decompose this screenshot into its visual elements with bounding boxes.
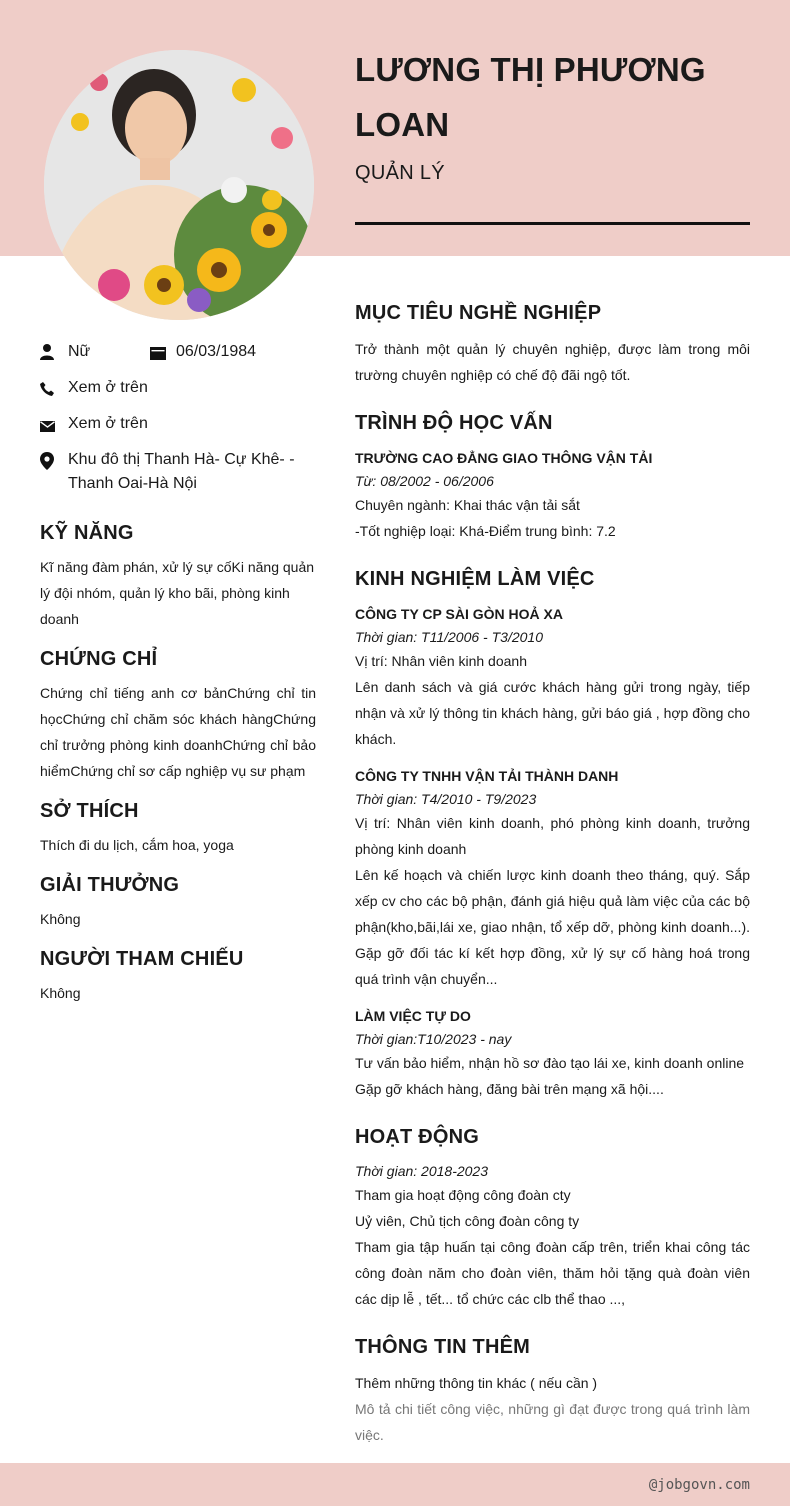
person-icon xyxy=(40,340,68,368)
email-row xyxy=(40,412,316,440)
dob-value: 06/03/1984 xyxy=(176,343,257,360)
calendar-icon xyxy=(150,340,176,368)
gender-dob-row xyxy=(40,340,316,368)
activities-line: Tham gia tập huấn tại công đoàn cấp trên, triển khai công tác công đoàn năm cho đoàn viên, thăm hỏi tặng quà đoàn viên các dịp lễ , tết... tổ chức các clb thể thao ..., xyxy=(355,1239,750,1307)
job-position: Vị trí: Nhân viên kinh doanh, phó phòng kinh doanh, trưởng phòng kinh doanh xyxy=(355,815,750,857)
objective-heading: MỤC TIÊU NGHỀ NGHIỆP xyxy=(355,302,602,324)
activities-heading: HOẠT ĐỘNG xyxy=(355,1126,480,1148)
avatar-photo xyxy=(44,50,314,320)
education-heading: TRÌNH ĐỘ HỌC VẤN xyxy=(355,412,553,434)
site-watermark: @jobgovn.com xyxy=(648,1477,750,1493)
activities-period: Thời gian: 2018-2023 xyxy=(355,1163,488,1179)
address-value: Khu đô thị Thanh Hà- Cự Khê- - Thanh Oai-Hà Nội xyxy=(68,451,295,492)
mail-icon xyxy=(40,412,68,440)
references-heading: NGƯỜI THAM CHIẾU xyxy=(40,948,244,970)
extra-info-heading: THÔNG TIN THÊM xyxy=(355,1336,531,1358)
extra-info-line: Thêm những thông tin khác ( nếu cần ) xyxy=(355,1375,598,1391)
phone-value: Xem ở trên xyxy=(68,379,148,396)
hobbies-heading: SỞ THÍCH xyxy=(40,800,139,822)
right-column xyxy=(355,298,750,1448)
certificates-heading: CHỨNG CHỈ xyxy=(40,648,158,670)
title-divider xyxy=(355,222,750,225)
activities-line: Tham gia hoạt động công đoàn cty xyxy=(355,1187,571,1203)
job-description: Lên kế hoạch và chiến lược kinh doanh theo tháng, quý. Sắp xếp cv cho các bộ phận, đánh giá hiệu quả làm việc của các bộ phận(kho,bãi,lái xe, giao nhận, tổ xếp dỡ, phòng kinh doanh...). Gặp gỡ đối tác kí kết hợp đồng, xử lý sự cố hàng hoá trong quá trình vận chuyển... xyxy=(355,867,750,987)
job-company: CÔNG TY TNHH VẬN TẢI THÀNH DANH xyxy=(355,768,619,784)
job-line: Tư vấn bảo hiểm, nhận hồ sơ đào tạo lái xe, kinh doanh online xyxy=(355,1055,745,1071)
activities-section xyxy=(355,1122,750,1312)
education-grade: -Tốt nghiệp loại: Khá-Điểm trung bình: 7.2 xyxy=(355,523,616,539)
gender-value: Nữ xyxy=(68,343,91,360)
skills-text: Kĩ năng đàm phán, xử lý sự cốKi năng quản lý đội nhóm, quản lý kho bãi, phòng kinh doanh xyxy=(40,559,315,627)
job-entry xyxy=(355,764,750,992)
job-period: Thời gian: T4/2010 - T9/2023 xyxy=(355,791,537,807)
education-section xyxy=(355,408,750,544)
objective-text: Trở thành một quản lý chuyên nghiệp, được làm trong môi trường chuyên nghiệp có chế độ đãi ngộ tốt. xyxy=(355,341,750,383)
activities-line: Uỷ viên, Chủ tịch công đoàn công ty xyxy=(355,1213,580,1229)
job-period: Thời gian: T11/2006 - T3/2010 xyxy=(355,629,543,645)
school-name: TRƯỜNG CAO ĐẲNG GIAO THÔNG VẬN TẢI xyxy=(355,450,653,466)
extra-info-section xyxy=(355,1332,750,1448)
hobbies-section xyxy=(40,800,316,858)
left-column xyxy=(40,340,316,1006)
experience-section xyxy=(355,564,750,1102)
references-section xyxy=(40,948,316,1006)
dob-field xyxy=(150,340,256,368)
phone-row xyxy=(40,376,316,404)
awards-section xyxy=(40,874,316,932)
education-period: Từ: 08/2002 - 06/2006 xyxy=(355,473,494,489)
address-row xyxy=(40,448,316,496)
location-icon xyxy=(40,448,68,478)
awards-text: Không xyxy=(40,911,81,927)
skills-heading: KỸ NĂNG xyxy=(40,522,134,544)
job-period: Thời gian:T10/2023 - nay xyxy=(355,1031,512,1047)
certificates-text: Chứng chỉ tiếng anh cơ bảnChứng chỉ tin họcChứng chỉ chăm sóc khách hàngChứng chỉ trưởng phòng kinh doanhChứng chỉ bảo hiểmChứng chỉ sơ cấp nghiệp vụ sư phạm xyxy=(40,685,316,779)
references-text: Không xyxy=(40,985,81,1001)
hobbies-text: Thích đi du lịch, cắm hoa, yoga xyxy=(40,837,234,853)
job-line: Gặp gỡ khách hàng, đăng bài trên mạng xã hội.... xyxy=(355,1081,664,1097)
job-position: Vị trí: Nhân viên kinh doanh xyxy=(355,653,527,669)
job-entry xyxy=(355,602,750,752)
certificates-section xyxy=(40,648,316,784)
experience-heading: KINH NGHIỆM LÀM VIỆC xyxy=(355,568,595,590)
extra-info-placeholder: Mô tả chi tiết công việc, những gì đạt được trong quá trình làm việc. xyxy=(355,1401,750,1443)
education-major: Chuyên ngành: Khai thác vận tải sắt xyxy=(355,497,580,513)
email-value: Xem ở trên xyxy=(68,415,148,432)
job-company: LÀM VIỆC TỰ DO xyxy=(355,1008,471,1024)
avatar xyxy=(44,50,314,320)
skills-section xyxy=(40,522,316,632)
objective-section xyxy=(355,298,750,388)
job-entry xyxy=(355,1004,750,1102)
awards-heading: GIẢI THƯỞNG xyxy=(40,874,180,896)
job-description: Lên danh sách và giá cước khách hàng gửi trong ngày, tiếp nhận và xử lý thông tin khách hàng, gửi báo giá , hợp đồng cho khách. xyxy=(355,679,750,747)
job-title: QUẢN LÝ xyxy=(355,162,445,184)
phone-icon xyxy=(40,376,68,404)
job-company: CÔNG TY CP SÀI GÒN HOẢ XA xyxy=(355,606,563,622)
candidate-name: LƯƠNG THỊ PHƯƠNG LOAN xyxy=(355,51,706,143)
